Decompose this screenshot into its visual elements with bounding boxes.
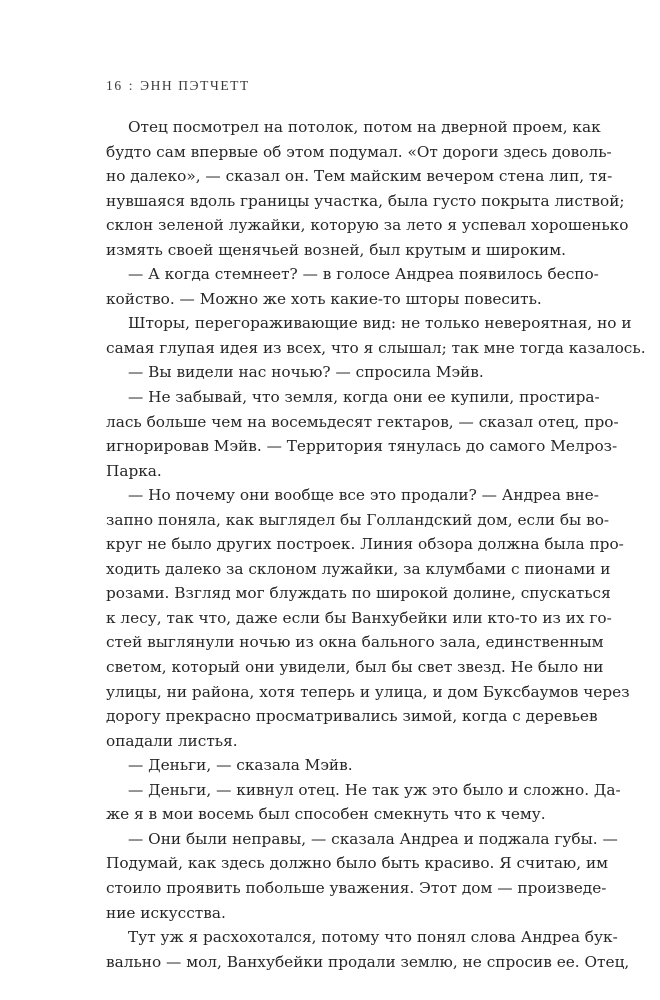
text-line: Шторы, перегораживающие вид: не только невероятная, но и [128, 314, 632, 333]
text-line: будто сам впервые об этом подумал. «От дороги здесь доволь- [106, 142, 612, 161]
text-line: вально — мол, Ванхубейки продали землю, не спросив ее. Отец, [106, 952, 630, 971]
text-line: склон зеленой лужайки, которую за лето я успевал хорошенько [106, 216, 629, 235]
text-line: Парка. [106, 461, 162, 480]
text-line: но далеко», — сказал он. Тем майским вечером стена лип, тя- [106, 167, 613, 186]
text-line: самая глупая идея из всех, что я слышал; так мне тогда казалось. [106, 338, 646, 357]
page-number: 16 [106, 78, 123, 93]
text-line: стоило проявить побольше уважения. Этот дом — произведе- [106, 878, 607, 897]
text-line: игнорировав Мэйв. — Территория тянулась до самого Мелроз- [106, 437, 618, 456]
text-line: — Деньги, — кивнул отец. Не так уж это было и сложно. Да- [128, 780, 621, 799]
text-line: — А когда стемнеет? — в голосе Андреа появилось беспо- [128, 265, 599, 284]
text-line: светом, который они увидели, был бы свет звезд. Не было ни [106, 658, 604, 677]
text-line: Тут уж я расхохотался, потому что понял слова Андреа бук- [128, 928, 618, 947]
text-line: койство. — Можно же хоть какие-то шторы повесить. [106, 289, 542, 308]
text-line: дорогу прекрасно просматривались зимой, когда с деревьев [106, 707, 598, 726]
text-line: розами. Взгляд мог блуждать по широкой долине, спускаться [106, 584, 611, 603]
text-line: измять своей щенячьей возней, был крутым и широким. [106, 240, 566, 259]
header-separator: : [128, 78, 135, 93]
text-line: лась больше чем на восемьдесят гектаров, — сказал отец, про- [106, 412, 619, 431]
text-line: — Не забывай, что земля, когда они ее купили, простира- [128, 388, 600, 407]
text-line: круг не было других построек. Линия обзора должна была про- [106, 535, 624, 554]
text-line: Подумай, как здесь должно было быть красиво. Я считаю, им [106, 854, 609, 873]
text-line: — Вы видели нас ночью? — спросила Мэйв. [128, 363, 484, 382]
text-line: ние искусства. [106, 903, 226, 922]
text-line: ходить далеко за склоном лужайки, за клумбами с пионами и [106, 559, 611, 578]
text-line: же я в мои восемь был способен смекнуть что к чему. [106, 805, 546, 824]
text-line: опадали листья. [106, 731, 238, 750]
text-line: — Но почему они вообще все это продали? — Андреа вне- [128, 486, 599, 505]
text-line: Отец посмотрел на потолок, потом на дверной проем, как [128, 118, 601, 136]
author-name: ЭНН ПЭТЧЕТТ [140, 78, 250, 93]
body-text [106, 115, 646, 974]
text-line: запно поняла, как выглядел бы Голландский дом, если бы во- [106, 510, 610, 529]
text-line: улицы, ни района, хотя теперь и улица, и дом Буксбаумов через [106, 682, 630, 701]
text-line: стей выглянули ночью из окна бального зала, единственным [106, 633, 604, 652]
text-line: к лесу, так что, даже если бы Ванхубейки или кто-то из их го- [106, 608, 612, 627]
running-header [106, 78, 250, 94]
text-line: — Деньги, — сказала Мэйв. [128, 756, 353, 775]
text-line: — Они были неправы, — сказала Андреа и поджала губы. — [128, 829, 618, 848]
text-line: нувшаяся вдоль границы участка, была густо покрыта листвой; [106, 191, 625, 210]
